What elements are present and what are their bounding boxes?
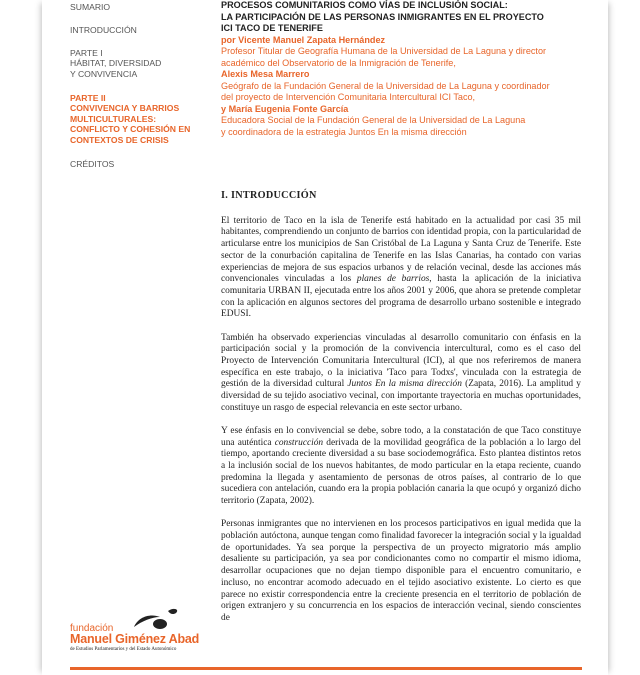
- author-affiliation: Geógrafo de la Fundación General de la Universidad de La Laguna y coordinador del proyecto de Intervención Comunitaria Intercultural ICI Taco,: [221, 80, 550, 102]
- paragraph: El territorio de Taco en la isla de Tenerife está habitado en la actualidad por casi 35 mil habitantes, comprendiendo un conjunto de barrios con identidad propia, con la particularidad de articularse entre los municipios de San Cristóbal de La Laguna y Santa Cruz de Tenerife. Este sector de la conurbación capitalina de Tenerife en las Islas Canarias, ha contado con varias experiencias de mejora de sus espacios urbanos y de relación vecinal, desde las acciones más convencionales vinculadas a los planes de barrios, hasta la aplicación de la iniciativa comunitaria URBAN II, ejecutada entre los años 2001 y 2006, que ahora se pretende completar con la aplicación en algunos sectores del programa de desarrollo urbano sostenible e integrado EDUSI.: [221, 215, 582, 320]
- article-body: [221, 190, 581, 636]
- toc-item-creditos[interactable]: CRÉDITOS: [70, 159, 115, 169]
- footer-rule: [70, 667, 582, 670]
- toc-item-sumario[interactable]: SUMARIO: [70, 2, 111, 12]
- author-name: por Vicente Manuel Zapata Hernández: [221, 34, 386, 45]
- paragraph: Y ese énfasis en lo convivencial se debe, sobre todo, a la constatación de que Taco constituye una auténtica construcción derivada de la movilidad geográfica de la población a lo largo del tiempo, aportando creciente diversidad a su base sociodemográfica. Esto plantea distintos retos a la inclusión social de los nuevos habitantes, de modo particular en la etapa reciente, cuando predomina la llegada y asentamiento de personas de otros países, al contrario de lo que sucediera con antelación, cuando era la propia población canaria la que ocupó y organizó dicho territorio (Zapata, 2002).: [221, 425, 582, 507]
- toc-item-introduccion[interactable]: INTRODUCCIÓN: [70, 25, 137, 35]
- logo-mark-icon: [130, 607, 180, 631]
- toc-item-parte-2[interactable]: PARTE II CONVIVENCIA Y BARRIOS MULTICULTURALES: CONFLICTO Y COHESIÓN EN CONTEXTOS DE CRISIS: [70, 93, 191, 145]
- logo-line-3: de Estudios Parlamentarios y del Estado Autonómico: [70, 647, 177, 652]
- author-name: y María Eugenia Fonte García: [221, 103, 349, 114]
- author-affiliation: Educadora Social de la Fundación General de la Universidad de La Laguna y coordinadora de la estrategia Juntos En la misma dirección: [221, 115, 526, 137]
- article-header: [221, 0, 601, 138]
- paragraph: También ha observado experiencias vinculadas al desarrollo comunitario con énfasis en la participación social y la promoción de la convivencia intercultural, como es el caso del Proyecto de Intervención Comunitaria Intercultural (ICI), al que nos referiremos de manera específica en este trabajo, o la iniciativa 'Taco para Todxs', vinculada con la estrategia de gestión de la diversidad cultural Juntos En la misma dirección (Zapata, 2016). La amplitud y diversidad de su tejido asociativo vecinal, con importante trayectoria en muchas oportunidades, constituye un rasgo de especial relevancia en este sector urbano.: [221, 332, 581, 413]
- article-title: PROCESOS COMUNITARIOS COMO VÍAS DE INCLUSIÓN SOCIAL: LA PARTICIPACIÓN DE LAS PERSONAS INMIGRANTES EN EL PROYECTO ICI TACO DE TENERIFE: [221, 0, 544, 33]
- section-heading: I. INTRODUCCIÓN: [221, 190, 317, 201]
- paragraph: Personas inmigrantes que no intervienen en los procesos participativos en igual medida que la población autóctona, aunque tengan como finalidad favorecer la integración social y la igualdad de oportunidades. Ya sea porque la perspectiva de un proyecto migratorio más amplio desaliente su participación, ya sea por condicionantes como no compartir el mismo idioma, desarrollar ocupaciones que no dejan tiempo disponible para el encuentro comunitario, e incluso, no encontrar acomodo adecuado en el tejido asociativo existente. Lo cierto es que parece no existir correspondencia entre la creciente presencia en el territorio de población de origen extranjero y su concurrencia en los espacios de interacción vecinal, siendo conscientes de: [221, 519, 582, 623]
- author-affiliation: Profesor Titular de Geografía Humana de la Universidad de La Laguna y director académico del Observatorio de la Inmigración de Tenerife,: [221, 46, 547, 68]
- logo-line-1: fundación: [70, 623, 114, 634]
- toc-item-parte-1[interactable]: PARTE I HÁBITAT, DIVERSIDAD Y CONVIVENCIA: [70, 48, 162, 79]
- author-name: Alexis Mesa Marrero: [221, 69, 310, 79]
- logo-line-2: Manuel Giménez Abad: [70, 632, 200, 646]
